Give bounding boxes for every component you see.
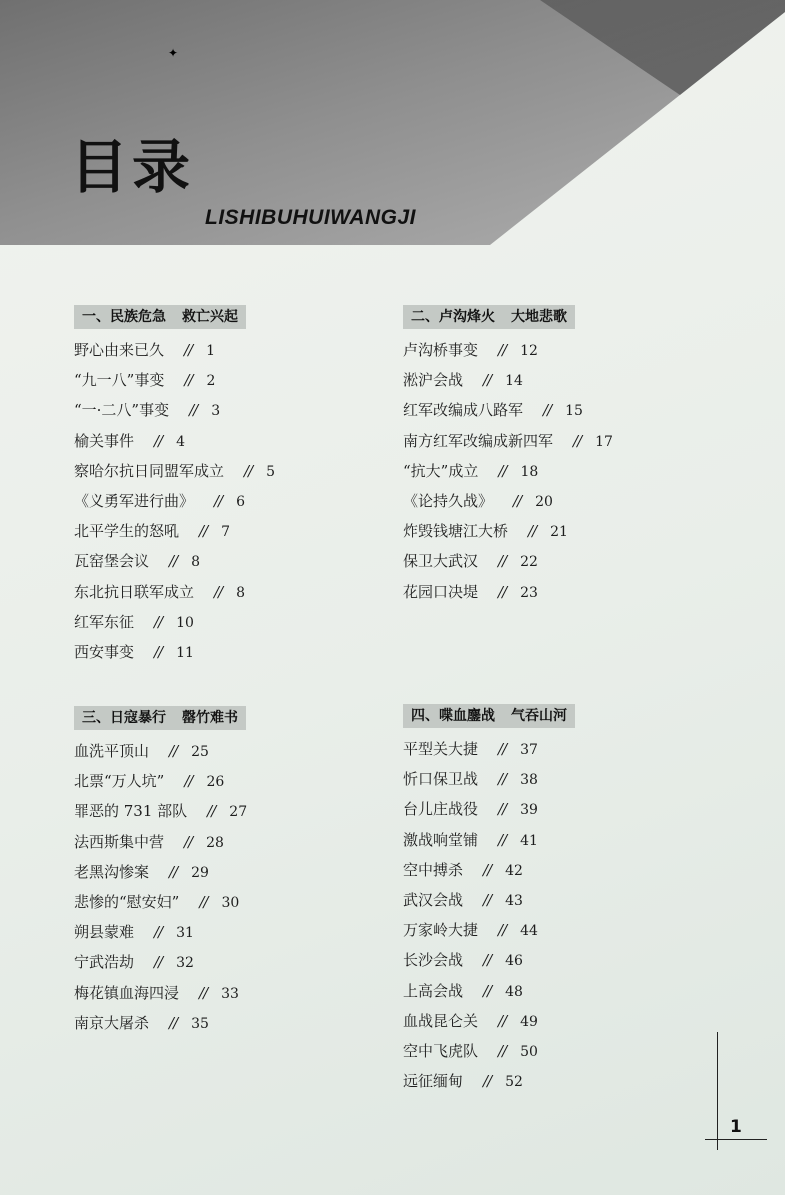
toc-separator: // — [169, 862, 178, 881]
toc-separator: // — [483, 371, 492, 390]
toc-entry-page: 30 — [221, 894, 240, 911]
toc-entry[interactable] — [74, 827, 247, 857]
toc-entry-page: 2 — [206, 373, 216, 390]
toc-separator: // — [498, 552, 507, 571]
toc-entry[interactable] — [74, 335, 275, 365]
toc-separator: // — [483, 1072, 492, 1091]
toc-entry[interactable] — [403, 546, 613, 576]
toc-separator: // — [207, 802, 216, 821]
toc-separator: // — [513, 491, 522, 510]
toc-entry-title: 远征缅甸 — [403, 1072, 464, 1091]
toc-separator: // — [498, 461, 507, 480]
toc-entry-page: 20 — [535, 493, 553, 510]
toc-entry-title: 红军东征 — [74, 612, 135, 631]
toc-entry-page: 10 — [176, 614, 194, 631]
section-4 — [403, 704, 575, 1096]
toc-entry[interactable] — [403, 456, 613, 486]
toc-list — [74, 736, 247, 1038]
toc-entry-page: 31 — [176, 925, 194, 942]
toc-entry-page: 44 — [520, 923, 538, 940]
toc-entry-page: 3 — [211, 403, 221, 420]
toc-entry-title: 血洗平顶山 — [74, 742, 150, 760]
toc-separator: // — [483, 860, 492, 879]
toc-entry[interactable] — [74, 516, 275, 546]
toc-entry[interactable] — [403, 885, 575, 915]
toc-separator: // — [169, 742, 178, 760]
toc-entry-title: 老黑沟惨案 — [74, 862, 150, 881]
toc-list — [403, 335, 613, 607]
toc-entry-title: 朔县蒙难 — [74, 923, 135, 942]
toc-separator: // — [184, 772, 193, 791]
section-heading — [403, 305, 575, 329]
toc-entry[interactable] — [403, 764, 575, 794]
decorative-mark: ✦ — [168, 46, 179, 60]
toc-entry-page: 22 — [520, 554, 538, 571]
section-heading — [74, 305, 246, 329]
toc-entry-title: 空中飞虎队 — [403, 1041, 479, 1060]
toc-separator: // — [154, 923, 163, 942]
toc-entry-page: 4 — [176, 433, 186, 450]
section-heading — [74, 706, 246, 730]
toc-separator: // — [154, 612, 163, 631]
toc-separator: // — [498, 740, 507, 758]
toc-entry-page: 48 — [505, 983, 523, 1000]
toc-separator: // — [199, 983, 208, 1002]
toc-entry-page: 27 — [229, 804, 248, 821]
toc-entry-page: 38 — [520, 772, 538, 789]
toc-separator: // — [498, 830, 507, 849]
toc-entry-title: “九一八”事变 — [74, 371, 165, 390]
toc-entry-title: 长沙会战 — [403, 951, 464, 970]
toc-entry-page: 46 — [505, 953, 523, 970]
toc-entry[interactable] — [74, 917, 247, 947]
toc-entry-title: 《论持久战》 — [403, 491, 494, 510]
toc-entry-title: 榆关事件 — [74, 431, 135, 450]
section-heading-part: 罄竹难书 — [182, 710, 238, 726]
toc-entry-title: 忻口保卫战 — [403, 770, 479, 789]
toc-entry-title: 宁武浩劫 — [74, 953, 135, 972]
toc-entry-title: 北平学生的怒吼 — [74, 522, 180, 541]
toc-entry[interactable] — [74, 887, 247, 917]
toc-separator: // — [244, 461, 253, 480]
page-title: 目录 — [70, 133, 195, 201]
toc-entry[interactable] — [403, 915, 575, 945]
toc-separator: // — [483, 951, 492, 970]
toc-entry[interactable] — [74, 637, 275, 667]
toc-entry-title: 瓦窑堡会议 — [74, 552, 150, 571]
toc-entry-page: 7 — [221, 524, 231, 541]
toc-entry-page: 23 — [520, 584, 538, 601]
toc-entry[interactable] — [74, 947, 247, 977]
toc-entry[interactable] — [403, 1006, 575, 1036]
toc-entry[interactable] — [403, 855, 575, 885]
toc-separator: // — [483, 981, 492, 1000]
toc-entry-title: 南方红军改编成新四军 — [403, 431, 554, 450]
toc-entry-page: 15 — [565, 403, 583, 420]
section-heading-part: 二、卢沟烽火 — [411, 309, 495, 325]
toc-entry-page: 26 — [206, 774, 225, 791]
toc-separator: // — [169, 552, 178, 571]
toc-entry-page: 1 — [206, 343, 216, 359]
page-subtitle: LISHIBUHUIWANGJI — [205, 206, 417, 229]
toc-entry[interactable] — [403, 825, 575, 855]
toc-entry-title: 武汉会战 — [403, 890, 464, 909]
toc-separator: // — [154, 431, 163, 450]
toc-entry-page: 11 — [176, 644, 194, 661]
toc-entry-title: 南京大屠杀 — [74, 1013, 150, 1032]
toc-separator: // — [154, 642, 163, 661]
toc-entry[interactable] — [403, 577, 613, 607]
toc-entry-page: 49 — [520, 1013, 538, 1030]
toc-entry-title: 法西斯集中营 — [74, 832, 165, 851]
section-heading-part: 一、民族危急 — [82, 309, 166, 325]
toc-entry[interactable] — [74, 546, 275, 576]
toc-separator: // — [184, 371, 193, 390]
toc-separator: // — [184, 832, 193, 851]
section-heading-part: 四、喋血鏖战 — [411, 708, 495, 724]
toc-entry[interactable] — [74, 456, 275, 486]
toc-entry[interactable] — [403, 945, 575, 975]
toc-entry-title: 西安事变 — [74, 642, 135, 661]
toc-entry[interactable] — [74, 978, 247, 1008]
toc-separator: // — [498, 800, 507, 819]
toc-entry[interactable] — [74, 395, 275, 425]
toc-entry-page: 12 — [520, 343, 538, 359]
toc-entry-page: 50 — [520, 1043, 538, 1060]
page-number-rule-vertical — [717, 1032, 718, 1150]
toc-separator: // — [169, 1013, 178, 1032]
toc-separator: // — [498, 582, 507, 601]
toc-entry-page: 18 — [520, 463, 539, 480]
toc-entry[interactable] — [74, 796, 247, 826]
toc-entry-title: 北票“万人坑” — [74, 772, 165, 791]
toc-entry-title: 万家岭大捷 — [403, 921, 479, 940]
toc-entry[interactable] — [403, 395, 613, 425]
toc-entry-title: 东北抗日联军成立 — [74, 582, 195, 601]
toc-entry-title: 卢沟桥事变 — [403, 341, 479, 359]
toc-list — [403, 734, 575, 1096]
toc-entry[interactable] — [403, 365, 613, 395]
toc-entry-page: 33 — [221, 985, 239, 1002]
toc-entry-page: 17 — [595, 433, 613, 450]
toc-entry[interactable] — [74, 426, 275, 456]
page-number: 1 — [730, 1117, 742, 1137]
toc-separator: // — [573, 431, 582, 450]
toc-entry-page: 6 — [236, 493, 246, 510]
toc-entry-title: 血战昆仑关 — [403, 1011, 479, 1030]
toc-entry[interactable] — [74, 577, 275, 607]
toc-entry[interactable] — [74, 365, 275, 395]
section-heading-part: 救亡兴起 — [182, 309, 238, 325]
toc-entry-title: 空中搏杀 — [403, 860, 464, 879]
section-heading-part: 三、日寇暴行 — [82, 710, 166, 726]
toc-entry-title: 罪恶的 731 部队 — [74, 802, 188, 821]
toc-entry-page: 32 — [176, 955, 194, 972]
toc-entry-page: 39 — [520, 802, 538, 819]
toc-entry[interactable] — [403, 794, 575, 824]
section-heading-part: 气吞山河 — [511, 708, 567, 724]
toc-entry-title: “抗大”成立 — [403, 461, 479, 480]
toc-separator: // — [498, 921, 507, 940]
toc-entry-page: 41 — [520, 832, 538, 849]
toc-entry-title: 花园口决堤 — [403, 582, 479, 601]
toc-entry-page: 43 — [505, 892, 523, 909]
toc-separator: // — [498, 1011, 507, 1030]
toc-separator: // — [543, 401, 552, 420]
toc-entry-title: 梅花镇血海四浸 — [74, 983, 180, 1002]
toc-entry-page: 5 — [266, 463, 276, 480]
toc-entry-page: 37 — [520, 742, 538, 758]
toc-entry[interactable] — [74, 857, 247, 887]
section-heading — [403, 704, 575, 728]
toc-entry-title: 淞沪会战 — [403, 371, 464, 390]
toc-entry-title: 保卫大武汉 — [403, 552, 479, 571]
toc-entry-page: 8 — [191, 554, 201, 571]
toc-entry-title: 悲惨的“慰安妇” — [74, 892, 180, 911]
toc-entry-page: 28 — [206, 834, 224, 851]
toc-entry-title: 炸毁钱塘江大桥 — [403, 522, 509, 541]
toc-entry[interactable] — [403, 976, 575, 1006]
toc-list — [74, 335, 275, 667]
toc-separator: // — [189, 401, 198, 420]
page-number-rule-horizontal — [705, 1139, 767, 1140]
toc-entry-title: 察哈尔抗日同盟军成立 — [74, 461, 225, 480]
toc-separator: // — [199, 892, 208, 911]
toc-separator: // — [214, 491, 223, 510]
toc-entry[interactable] — [403, 1036, 575, 1066]
section-1 — [74, 305, 275, 667]
toc-separator: // — [154, 953, 163, 972]
toc-separator: // — [498, 341, 507, 359]
toc-entry-title: 红军改编成八路军 — [403, 401, 524, 420]
toc-entry-page: 21 — [550, 524, 568, 541]
section-heading-part: 大地悲歌 — [511, 309, 567, 325]
toc-entry[interactable] — [74, 1008, 247, 1038]
toc-entry[interactable] — [403, 516, 613, 546]
toc-separator: // — [498, 1041, 507, 1060]
toc-entry-page: 42 — [505, 862, 523, 879]
toc-entry-title: 激战响堂铺 — [403, 830, 479, 849]
toc-entry-title: 《义勇军进行曲》 — [74, 491, 195, 510]
section-3 — [74, 706, 247, 1038]
toc-entry-title: “一·二八”事变 — [74, 401, 170, 420]
toc-entry-page: 8 — [236, 584, 246, 601]
toc-entry-page: 35 — [191, 1015, 209, 1032]
toc-separator: // — [498, 770, 507, 789]
toc-entry-page: 29 — [191, 864, 209, 881]
toc-separator: // — [199, 522, 208, 541]
toc-entry-page: 14 — [505, 373, 523, 390]
toc-entry[interactable] — [74, 766, 247, 796]
toc-entry[interactable] — [403, 1066, 575, 1096]
toc-entry[interactable] — [403, 734, 575, 764]
toc-entry[interactable] — [74, 736, 247, 766]
toc-entry[interactable] — [74, 486, 275, 516]
toc-separator: // — [214, 582, 223, 601]
toc-entry[interactable] — [403, 486, 613, 516]
toc-separator: // — [528, 522, 537, 541]
toc-entry-title: 野心由来已久 — [74, 341, 165, 359]
toc-entry-page: 25 — [191, 744, 209, 760]
toc-entry-page: 52 — [505, 1074, 523, 1091]
toc-entry[interactable] — [74, 607, 275, 637]
toc-entry[interactable] — [403, 335, 613, 365]
toc-entry-title: 台儿庄战役 — [403, 800, 479, 819]
section-2 — [403, 305, 613, 607]
toc-entry-title: 上高会战 — [403, 981, 464, 1000]
toc-entry[interactable] — [403, 426, 613, 456]
toc-entry-title: 平型关大捷 — [403, 740, 479, 758]
toc-separator: // — [483, 890, 492, 909]
toc-separator: // — [184, 341, 193, 359]
